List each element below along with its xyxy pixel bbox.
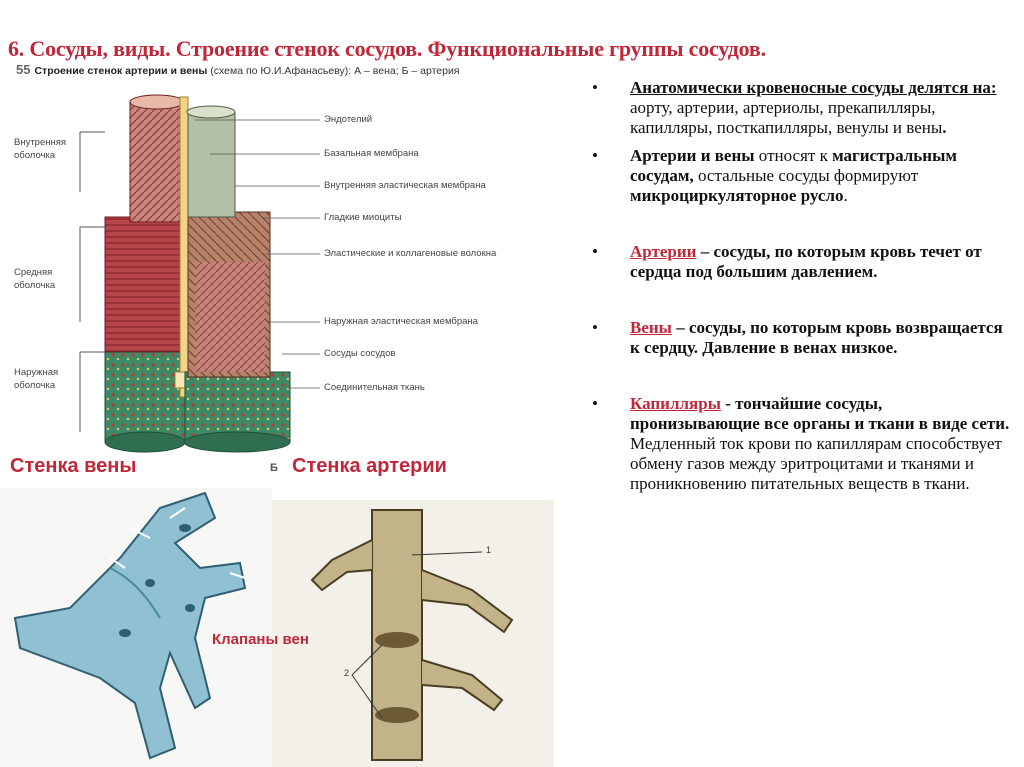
label-vasa-vasorum: Сосуды сосудов	[324, 348, 396, 359]
bullet-list	[590, 78, 1015, 494]
label-outer-coat: Наружная оболочка	[14, 367, 59, 391]
label-inner-elastic-membrane: Внутренняя эластическая мембрана	[324, 180, 486, 191]
label-smooth-myocytes: Гладкие миоциты	[324, 212, 402, 223]
vessel-types-list: аорту, артерии, артериолы, прекапилляры, капилляры, посткапилляры, венулы и вены	[630, 98, 943, 137]
vessel-branch-illustration	[272, 500, 554, 767]
label-connective-tissue: Соединительная ткань	[324, 382, 425, 393]
term-capillaries: Капилляры	[630, 394, 721, 413]
main-vessels-text2: остальные сосуды формируют	[693, 166, 919, 185]
label-elastic-collagen-fibers: Эластические и коллагеновые волокна	[324, 248, 497, 259]
veins-definition: – сосуды, по которым кровь возвращается к сердцу. Давление в венах низкое.	[630, 318, 1003, 357]
main-vessels-subject: Артерии и вены	[630, 146, 755, 165]
bullet-arteries	[590, 242, 1015, 282]
vessel-types-end: .	[942, 118, 947, 137]
label-middle-coat: Средняя оболочка	[14, 267, 56, 291]
main-vessels-end: .	[843, 186, 848, 205]
artery-outer-layer	[185, 372, 290, 442]
figure-number: 55	[16, 62, 31, 77]
vein-valves-illustration	[0, 488, 272, 767]
vein-outer-layer	[105, 342, 185, 442]
label-inner-coat: Внутренняя оболочка	[14, 137, 67, 161]
vessel-wall-diagram	[0, 72, 560, 462]
vein-middle-layer	[105, 217, 185, 352]
label-endothelium: Эндотелий	[324, 114, 373, 125]
term-arteries: Артерии	[630, 242, 697, 261]
branch-label-1: 1	[486, 545, 492, 555]
figure-letter-b: Б	[270, 462, 278, 474]
artery-inner-layer	[188, 112, 235, 217]
vein-wall-caption: Стенка вены	[10, 455, 137, 477]
arteries-definition: – сосуды, по которым кровь течет от сердца под большим давлением.	[630, 242, 982, 281]
bullet-vessel-types	[590, 78, 1015, 138]
capillaries-description: Медленный ток крови по капиллярам способствует обмену газов между эритроцитами и тканями и проникновению питательных веществ в ткани.	[630, 434, 1002, 493]
main-vessels-text1: относят к	[754, 146, 833, 165]
bullet-veins	[590, 318, 1015, 358]
valves-caption: Клапаны вен	[212, 631, 309, 648]
capillaries-definition: - тончайшие сосуды, пронизывающие все органы и ткани в виде сети.	[630, 394, 1010, 433]
bullet-main-vessels	[590, 146, 1015, 206]
figure-caption-rest: (схема по Ю.И.Афанасьеву): А – вена; Б – артерия	[207, 65, 460, 77]
label-basal-membrane: Базальная мембрана	[324, 148, 419, 159]
artery-wall-caption: Стенка артерии	[292, 455, 447, 477]
label-outer-elastic-membrane: Наружная эластическая мембрана	[324, 316, 478, 327]
vein-inner-layer	[130, 102, 185, 222]
figure-caption-main: Строение стенок артерии и вены	[34, 65, 208, 77]
term-veins: Вены	[630, 318, 672, 337]
main-vessels-term: магистральным сосудам,	[630, 146, 957, 185]
microcirculation-term: микроциркуляторное русло	[630, 186, 844, 205]
vessel-types-intro: Анатомически кровеносные сосуды делятся на:	[630, 78, 997, 97]
slide-title: 6. Сосуды, виды. Строение стенок сосудов. Функциональные группы сосудов.	[8, 36, 766, 61]
branch-label-2: 2	[344, 668, 350, 678]
bullet-capillaries	[590, 394, 1015, 494]
